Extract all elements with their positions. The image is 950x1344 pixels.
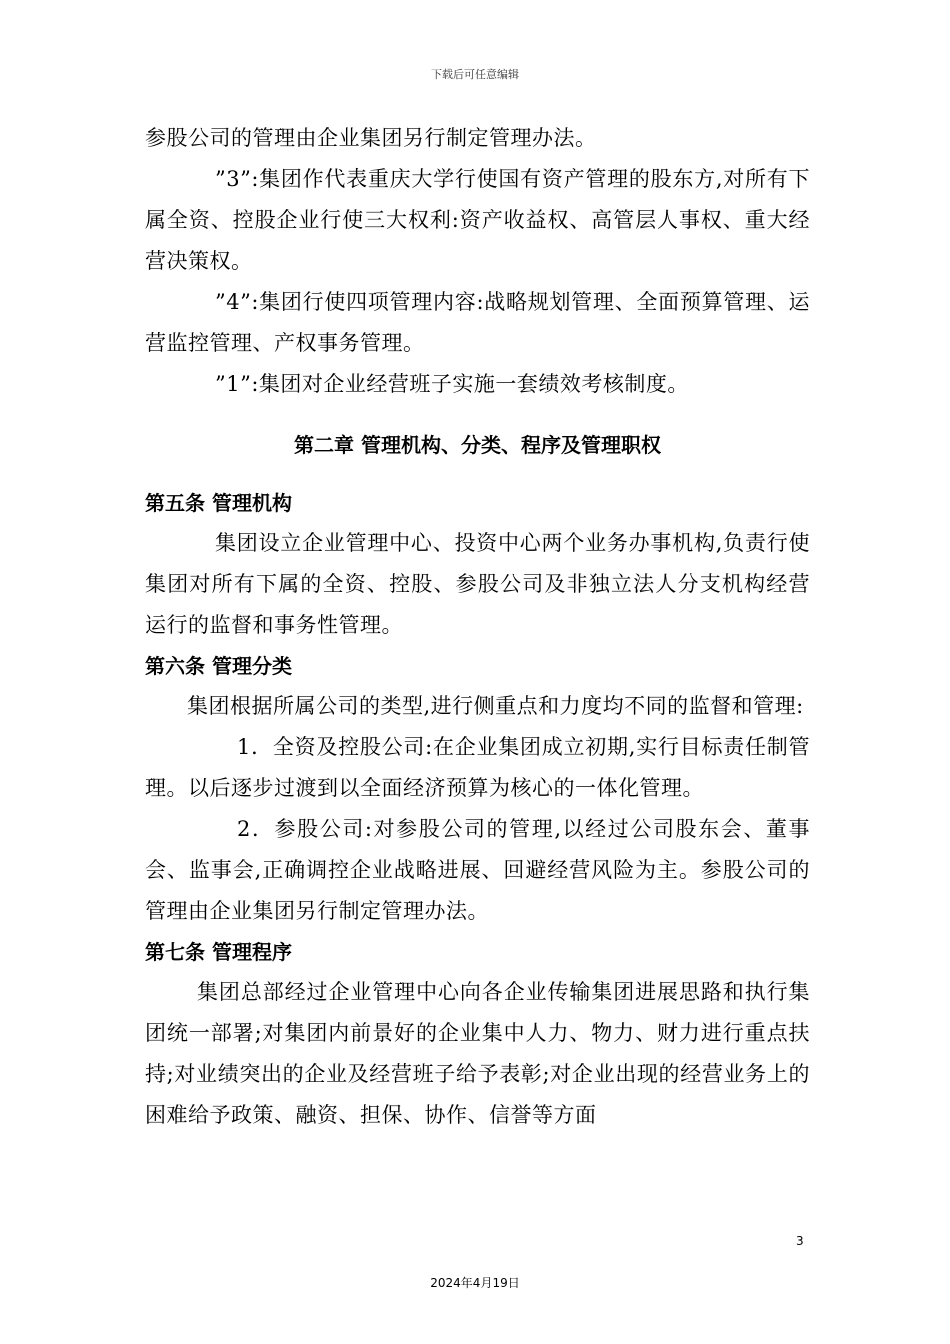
chapter-title: 第二章 管理机构、分类、程序及管理职权: [294, 433, 661, 457]
article-5-heading: 第五条 管理机构: [145, 491, 292, 515]
header-note: 下载后可任意编辑: [431, 68, 519, 81]
paragraph-shareholding-management: 参股公司的管理由企业集团另行制定管理办法。: [145, 126, 597, 150]
paragraph-four-contents: ”4”:集团行使四项管理内容:战略规划管理、全面预算管理、运营监控管理、产权事务管理。: [145, 290, 810, 355]
paragraph-three-rights: ”3”:集团作代表重庆大学行使国有资产管理的股东方,对所有下属全资、控股企业行使三大权利:资产收益权、高管层人事权、重大经营决策权。: [145, 167, 810, 273]
article-7-text: 集团总部经过企业管理中心向各企业传输集团进展思路和执行集团统一部署;对集团内前景好的企业集中人力、物力、财力进行重点扶持;对业绩突出的企业及经营班子给予表彰;对企业出现的经营业务上的困难给予政策、融资、担保、协作、信誉等方面: [145, 980, 810, 1127]
article-6-item-2: 2．参股公司:对参股公司的管理,以经过公司股东会、董事会、监事会,正确调控企业战略进展、回避经营风险为主。参股公司的管理由企业集团另行制定管理办法。: [145, 817, 810, 923]
paragraph-one-system: ”1”:集团对企业经营班子实施一套绩效考核制度。: [215, 372, 689, 396]
article-7-heading: 第七条 管理程序: [145, 940, 292, 964]
article-6-item-1: 1．全资及控股公司:在企业集团成立初期,实行目标责任制管理。以后逐步过渡到以全面经济预算为核心的一体化管理。: [145, 735, 810, 800]
article-5-text: 集团设立企业管理中心、投资中心两个业务办事机构,负责行使集团对所有下属的全资、控股、参股公司及非独立法人分支机构经营运行的监督和事务性管理。: [145, 531, 810, 637]
article-6-heading: 第六条 管理分类: [145, 654, 292, 678]
article-6-text: 集团根据所属公司的类型,进行侧重点和力度均不同的监督和管理:: [187, 694, 804, 718]
footer-date: 2024年4月19日: [430, 1276, 520, 1290]
page-number: 3: [796, 1234, 804, 1248]
document-body: [145, 118, 810, 1136]
